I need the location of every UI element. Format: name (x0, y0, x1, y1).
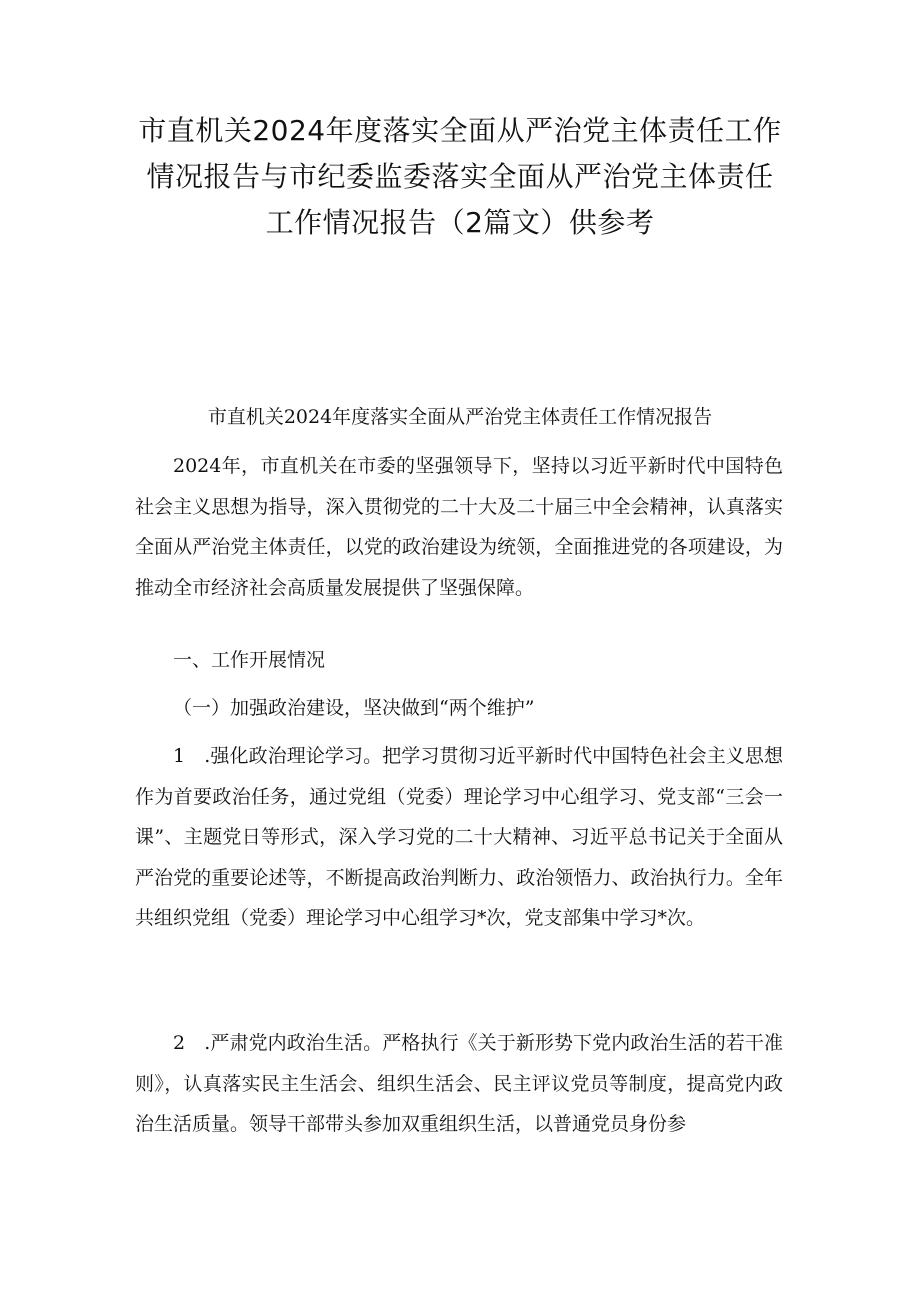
section-title: 市直机关2024年度落实全面从严治党主体责任工作情况报告 (207, 406, 713, 428)
paragraph-item-1: 1 .强化政治理论学习。把学习贯彻习近平新时代中国特色社会主义思想作为首要政治任务，通过党组（党委）理论学习中心组学习、党支部“三会一课”、主题党日等形式，深入学习党的二十大精神、习近平总书记关于全面从严治党的重要论述等，不断提高政治判断力、政治领悟力、政治执行力。全年共组织党组（党委）理论学习中心组学习*次，党支部集中学习*次。 (135, 745, 783, 929)
title-line-1: 市直机关2024年度落实全面从严治党主体责任工作 (138, 114, 782, 147)
subheading-political-construction: （一）加强政治建设，坚决做到“两个维护” (173, 697, 535, 719)
title-line-2: 情况报告与市纪委监委落实全面从严治党主体责任 (146, 160, 774, 193)
paragraph-item-2: 2 .严肃党内政治生活。严格执行《关于新形势下党内政治生活的若干准则》，认真落实民主生活会、组织生活会、民主评议党员等制度，提高党内政治生活质量。领导干部带头参加双重组织生活，以普通党员身份参 (135, 1032, 783, 1135)
heading-work-situation: 一、工作开展情况 (173, 649, 326, 671)
intro-paragraph: 2024年，市直机关在市委的坚强领导下，坚持以习近平新时代中国特色社会主义思想为指导，深入贯彻党的二十大及二十届三中全会精神，认真落实全面从严治党主体责任，以党的政治建设为统领，全面推进党的各项建设，为推动全市经济社会高质量发展提供了坚强保障。 (135, 455, 783, 599)
title-line-3: 工作情况报告（2篇文）供参考 (265, 206, 655, 239)
document-title (100, 108, 820, 246)
